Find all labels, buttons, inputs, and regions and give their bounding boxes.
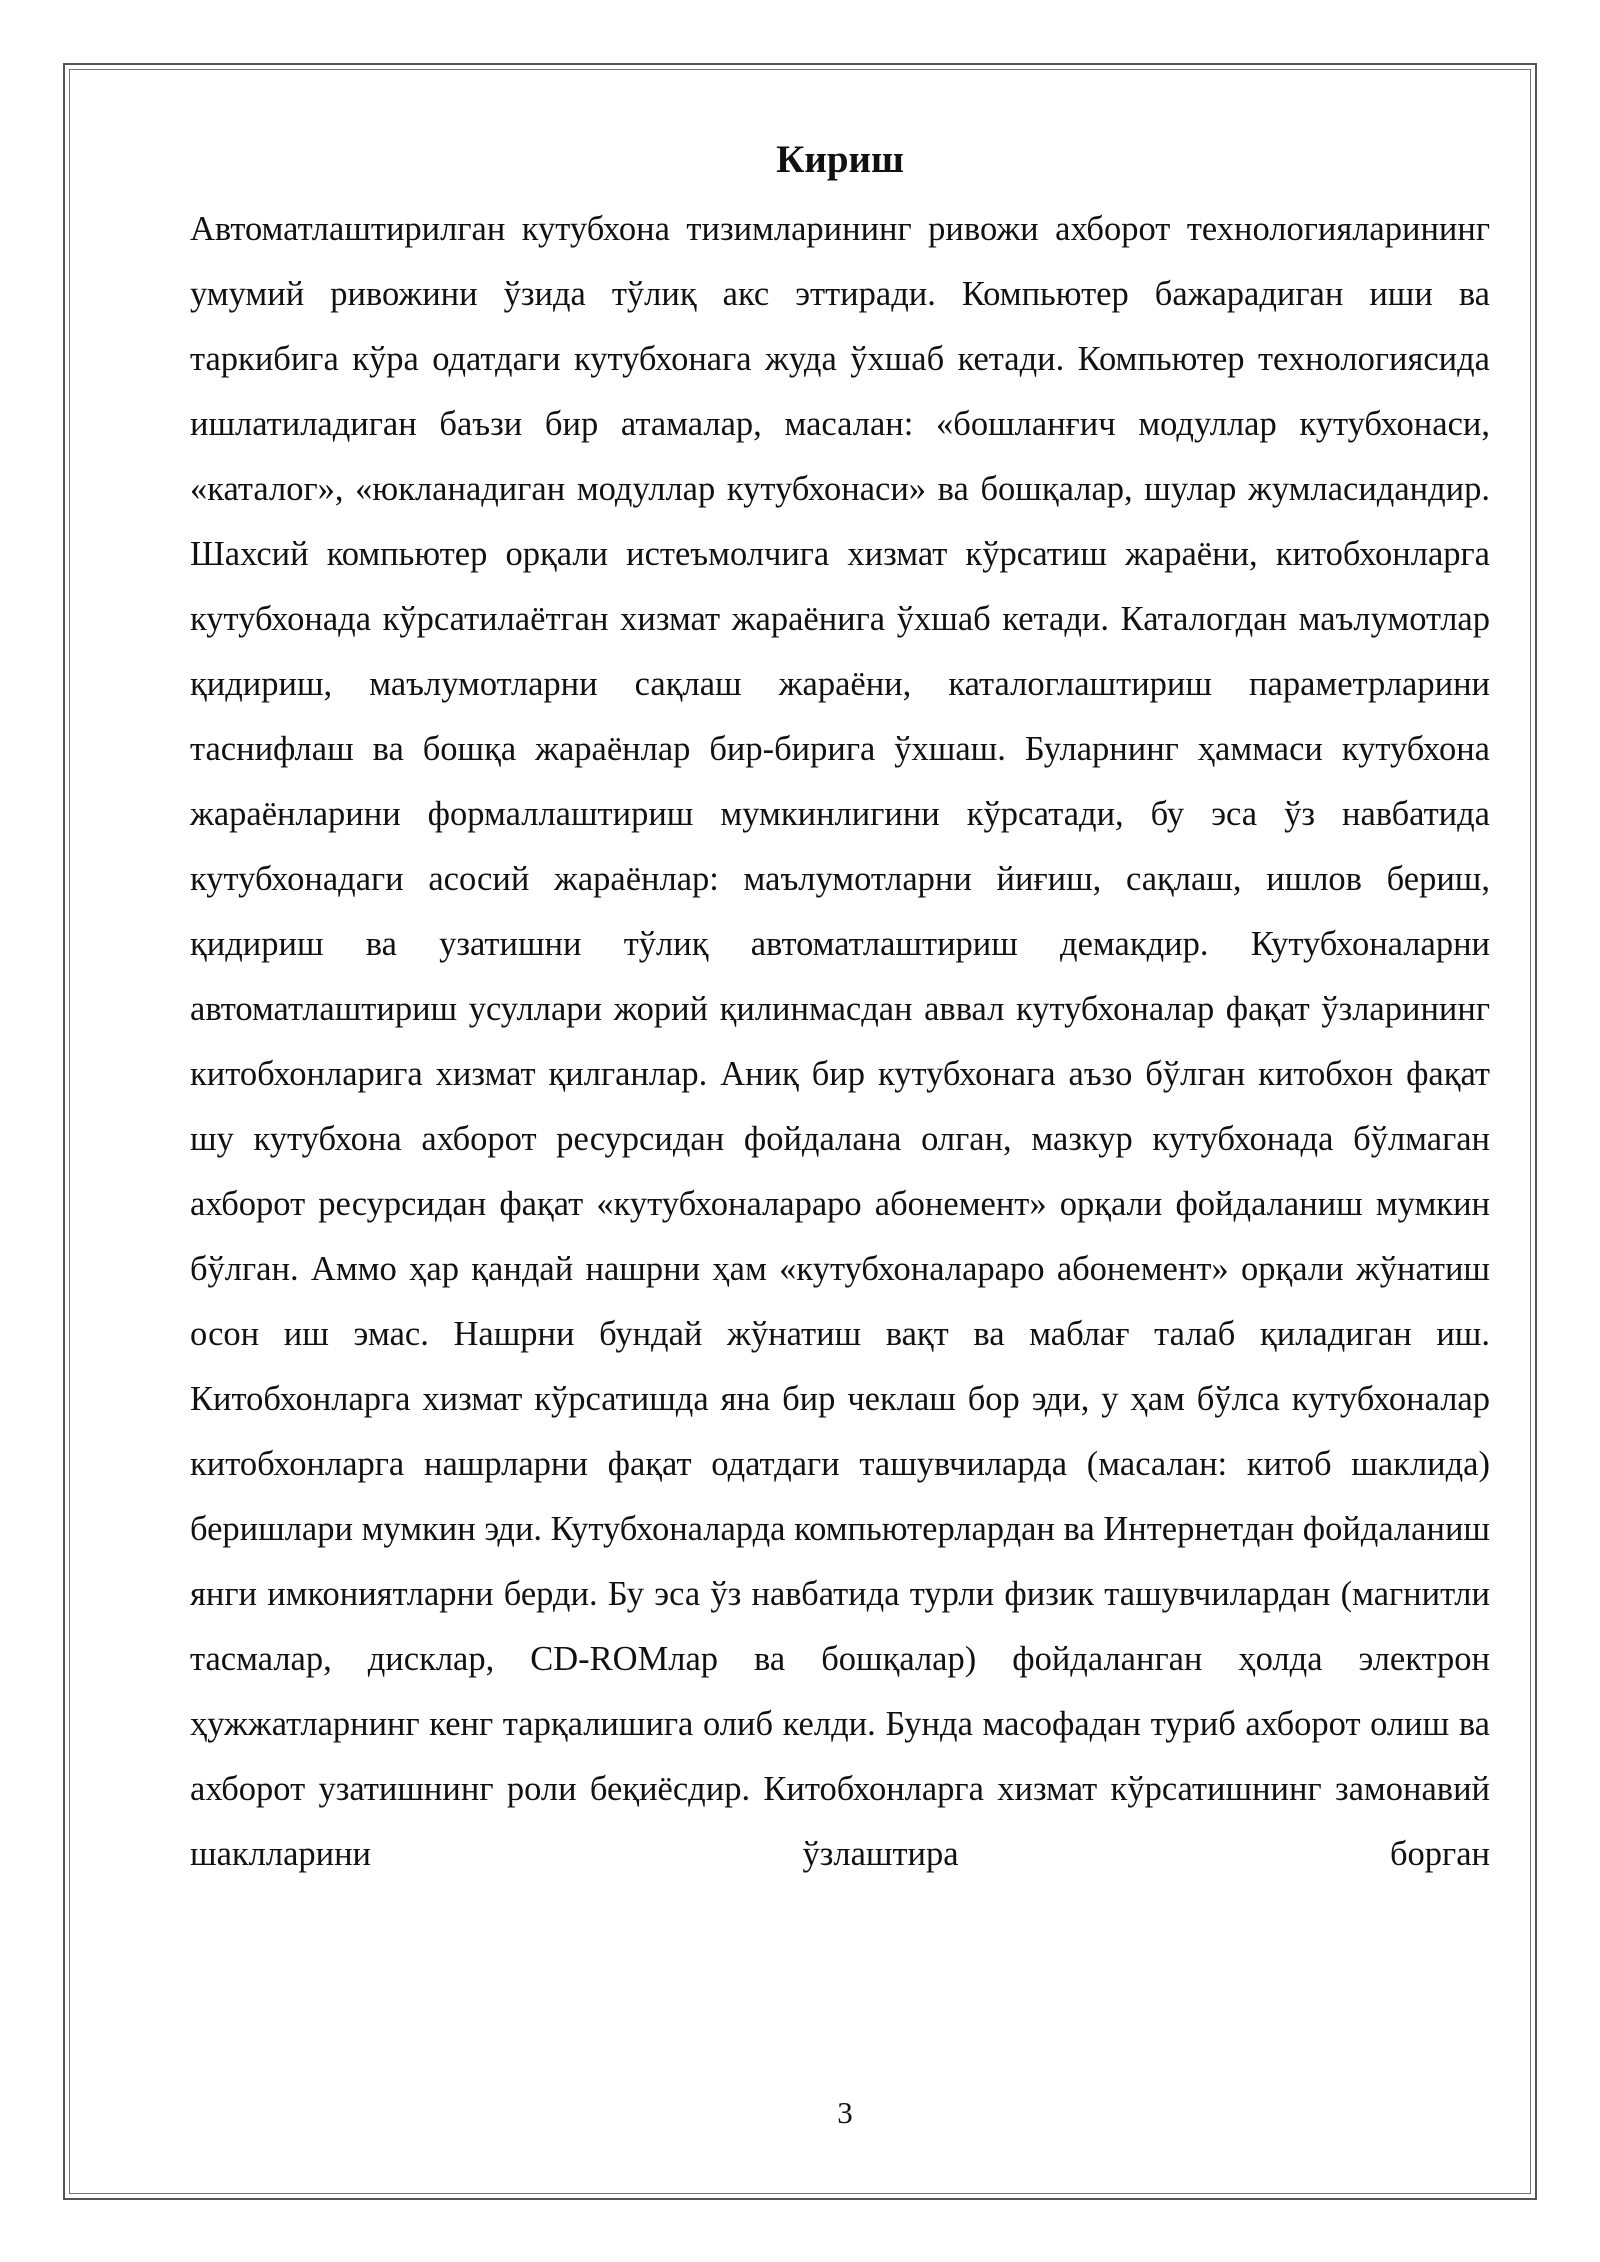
page-title: Кириш (776, 138, 904, 181)
page-number: 3 (837, 2095, 853, 2130)
body-paragraph: Автоматлаштирилган кутубхона тизимларининг ривожи ахборот технологияларининг умумий ривожини ўзида тўлиқ акс эттиради. Компьютер бажарадиган иши ва таркибига кўра одатдаги кутубхонага жуда ўхшаб кетади. Компьютер технологиясида ишлатиладиган баъзи бир атамалар, масалан: «бошланғич модуллар кутубхонаси, «каталог», «юкланадиган модуллар кутубхонаси» ва бошқалар, шулар жумласидандир. Шахсий компьютер орқали истеъмолчига хизмат кўрсатиш жараёни, китобхонларга кутубхонада кўрсатилаётган хизмат жараёнига ўхшаб кетади. Каталогдан маълумотлар қидириш, маълумотларни сақлаш жараёни, каталоглаштириш параметрларини таснифлаш ва бошқа жараёнлар бир-бирига ўхшаш. Буларнинг ҳаммаси кутубхона жараёнларини формаллаштириш мумкинлигини кўрсатади, бу эса ўз навбатида кутубхонадаги асосий жараёнлар: маълумотларни йиғиш, сақлаш, ишлов бериш, қидириш ва узатишни тўлиқ автоматлаштириш демакдир. Кутубхоналарни автоматлаштириш усуллари жорий қилинмасдан аввал кутубхоналар фақат ўзларининг китобхонларига хизмат қилганлар. Аниқ бир кутубхонага аъзо бўлган китобхон фақат шу кутубхона ахборот ресурсидан фойдалана олган, мазкур кутубхонада бўлмаган ахборот ресурсидан фақат «кутубхоналараро абонемент» орқали фойдаланиш мумкин бўлган. Аммо ҳар қандай нашрни ҳам «кутубхоналараро абонемент» орқали жўнатиш осон иш эмас. Нашрни бундай жўнатиш вақт ва маблағ талаб қиладиган иш. Китобхонларга хизмат кўрсатишда яна бир чеклаш бор эди, у ҳам бўлса кутубхоналар китобхонларга нашрларни фақат одатдаги ташувчиларда (масалан: китоб шаклида) беришлари мумкин эди. Кутубхоналарда компьютерлардан ва Интернетдан фойдаланиш янги имкониятларни берди. Бу эса ўз навбатида турли физик ташувчилардан (магнитли тасмалар, дисклар, CD-ROMлар ва бошқалар) фойдаланган ҳолда электрон ҳужжатларнинг кенг тарқалишига олиб келди. Бунда масофадан туриб ахборот олиш ва ахборот узатишнинг роли беқиёсдир. Китобхонларга хизмат кўрсатишнинг замонавий шаклларини ўзлаштира борган (190, 210, 1490, 1873)
